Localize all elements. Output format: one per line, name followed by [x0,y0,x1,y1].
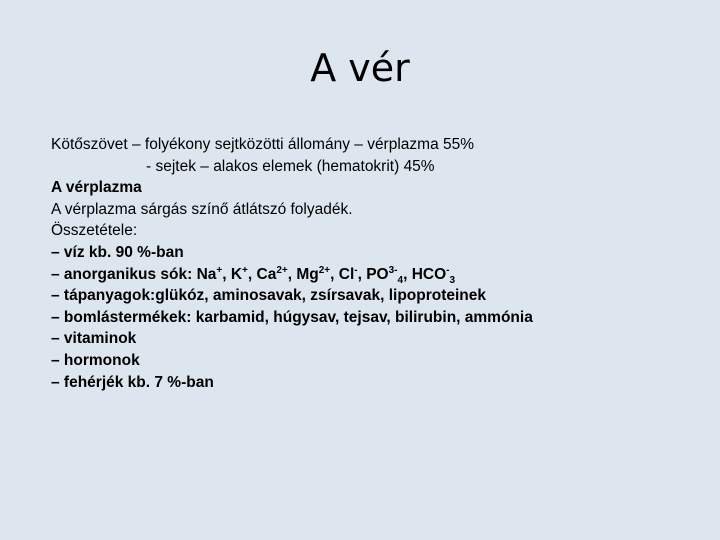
list-item-water: – víz kb. 90 %-ban [51,243,184,261]
cl-charge: - [354,264,358,276]
hco-subscript: 3 [449,274,456,286]
heading-blood-plasma: A vérplazma [51,179,142,197]
list-item-inorganic-salts [51,264,711,286]
list-item-hormones: – hormonok [51,351,140,369]
k-charge: + [242,264,248,276]
po-charge: 3- [388,264,398,276]
list-item-waste-products: – bomlástermékek: karbamid, húgysav, tejsav, bilirubin, ammónia [51,308,533,326]
po-subscript: 4 [397,274,404,286]
salts-prefix: – anorganikus sók: Na [51,265,217,283]
slide-body [51,134,711,393]
na-charge: + [216,264,223,276]
list-item-proteins: – fehérjék kb. 7 %-ban [51,373,214,391]
list-item-vitamins: – vitaminok [51,330,137,348]
slide-title: A vér [310,46,410,90]
mg-charge: 2+ [318,264,331,276]
text-line-connective-tissue: Kötőszövet – folyékony sejtközötti állomány – vérplazma 55% [51,136,475,153]
list-item-nutrients: – tápanyagok:glükóz, aminosavak, zsírsavak, lipoproteinek [51,287,487,305]
bicarbonate: , HCO [403,265,447,283]
text-line-plasma-description: A vérplazma sárgás színő átlátszó folyadék. [51,200,353,218]
potassium: , K [222,265,243,283]
text-line-cells: - sejtek – alakos elemek (hematokrit) 45% [146,157,435,175]
calcium: , Ca [247,265,277,283]
text-line-composition: Összetétele: [51,222,138,240]
hco-charge: - [446,264,450,276]
phosphate: , PO [357,265,389,283]
magnesium: , Mg [287,265,319,283]
ca-charge: 2+ [276,264,288,276]
chloride: , Cl [330,265,355,283]
